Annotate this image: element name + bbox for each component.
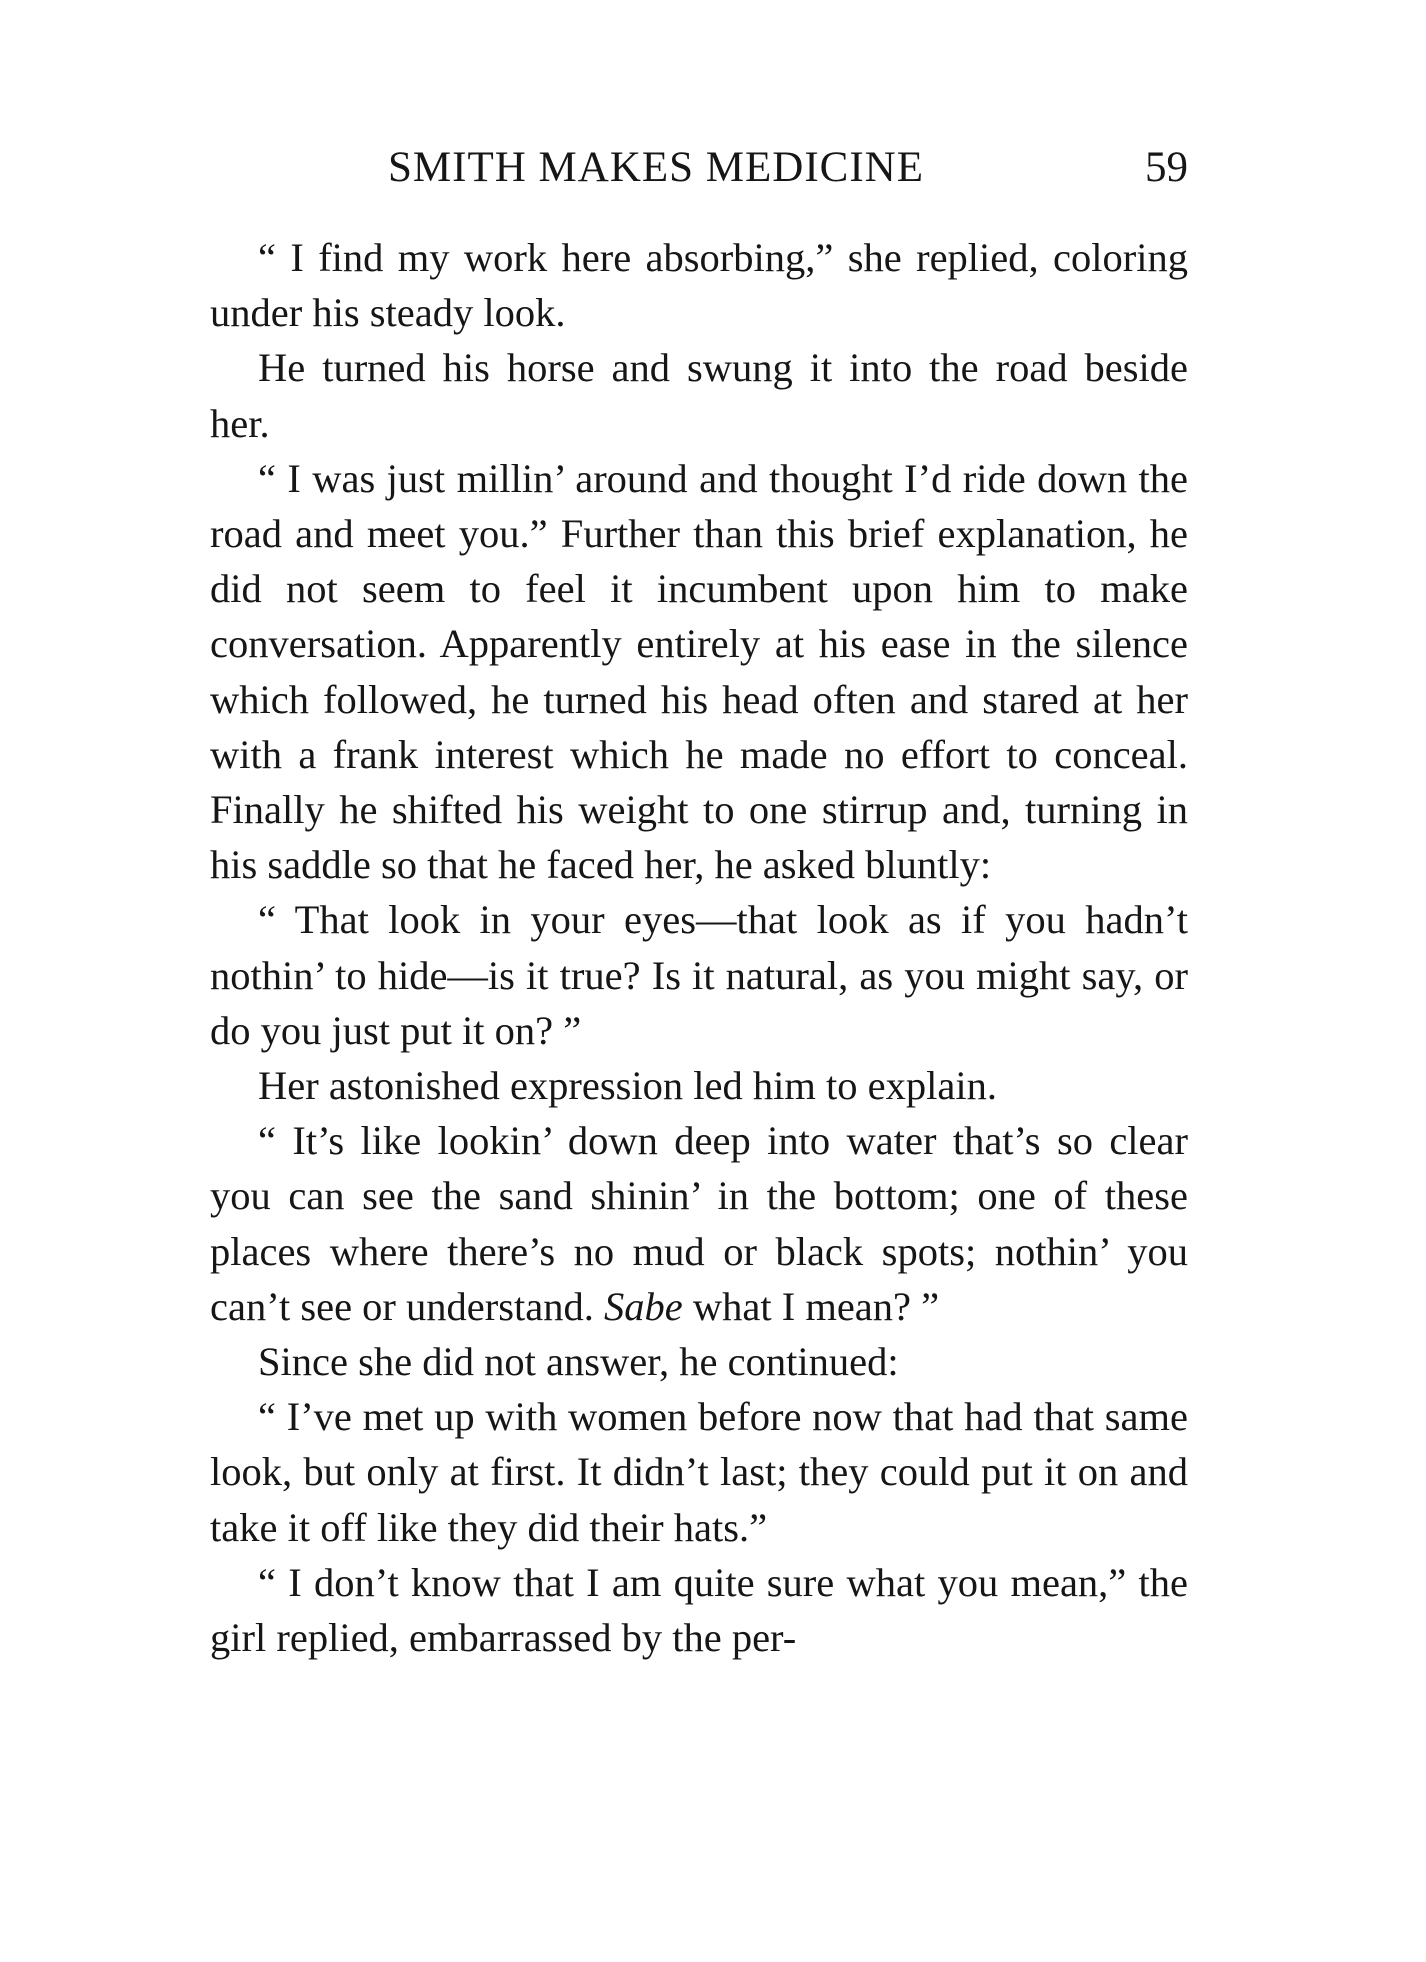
running-head <box>210 138 1188 198</box>
paragraph: “ I was just millin’ around and thought I’d ride down the road and meet you.” Further than this brief explanation, he did not seem to feel it incumbent upon him to make conversation. Apparently entirely at his ease in the silence which followed, he turned his head often and stared at her with a frank interest which he made no effort to conceal. Finally he shifted his weight to one stirrup and, turning in his saddle so that he faced her, he asked bluntly: <box>210 455 1188 888</box>
paragraph: “ I find my work here absorbing,” she replied, coloring under his steady look. <box>210 235 1188 336</box>
paragraph: “ I’ve met up with women before now that had that same look, but only at first. It didn’t last; they could put it on and take it off like they did their hats.” <box>210 1394 1188 1550</box>
page-number: 59 <box>1145 144 1188 191</box>
running-title: SMITH MAKES MEDICINE <box>388 144 924 191</box>
paragraph-text: “ It’s like lookin’ down deep into water that’s so clear you can see the sand shinin’ in the bottom; one of these places where there’s no mud or black spots; nothin’ you can’t see or understand. <box>210 1118 1188 1329</box>
italic-word: Sabe <box>604 1283 683 1329</box>
paragraph: Since she did not answer, he continued: <box>258 1339 899 1385</box>
paragraph-text: what I mean? ” <box>682 1283 940 1329</box>
paragraph: Her astonished expression led him to explain. <box>258 1063 997 1109</box>
paragraph: “ That look in your eyes—that look as if you hadn’t nothin’ to hide—is it true? Is it natural, as you might say, or do you just put it on? ” <box>210 897 1188 1053</box>
paragraph: He turned his horse and swung it into the road beside her. <box>210 345 1188 446</box>
paragraph: “ I don’t know that I am quite sure what you mean,” the girl replied, embarrassed by the per- <box>210 1559 1188 1661</box>
body-text <box>210 230 1188 1665</box>
paragraph <box>210 1113 1188 1334</box>
